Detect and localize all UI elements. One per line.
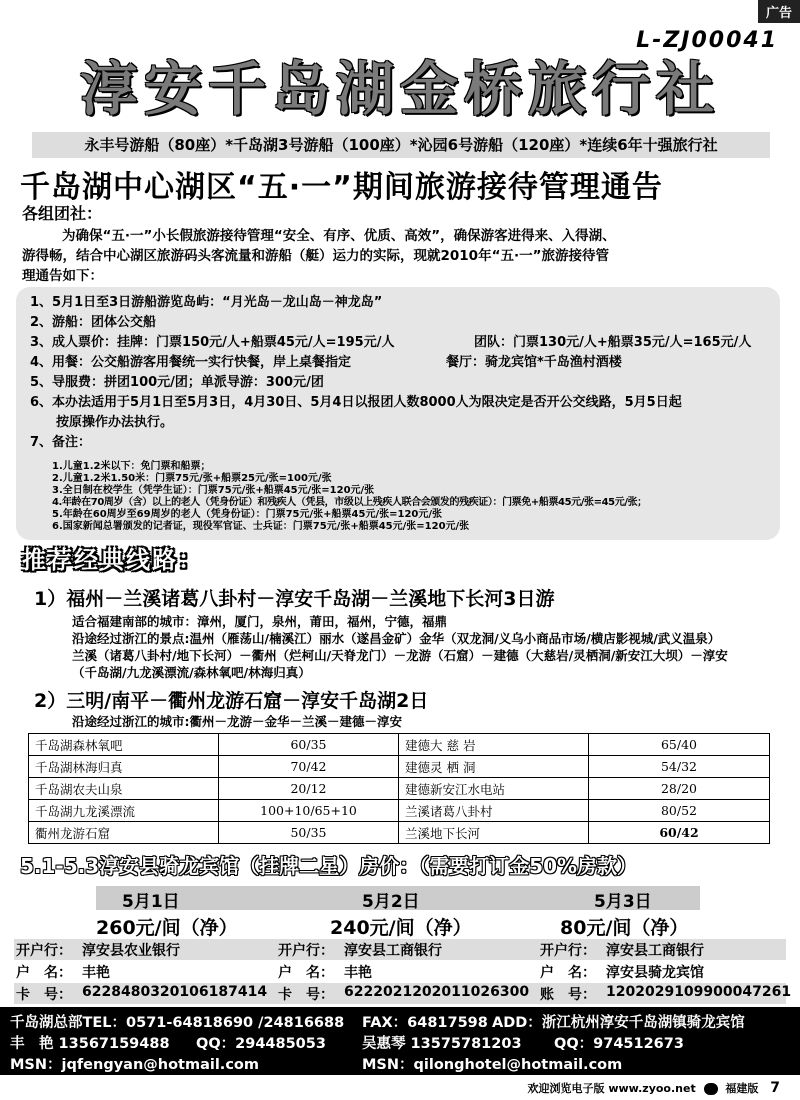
acct-3-number: 1202029109900047261 (606, 984, 792, 1000)
table-cell: 千岛湖九龙溪漂流 (29, 800, 219, 822)
table-row (29, 778, 770, 800)
table-cell: 50/35 (219, 822, 399, 844)
rule-2: 2、游船：团体公交船 (30, 315, 157, 330)
acct-1-label: 卡 号： (16, 987, 72, 1003)
note-6: 6.国家新闻总署颁发的记者证，现役军官证、士兵证：门票75元/张+船票45元/张=120元/张 (52, 521, 470, 532)
date-2: 5月2日 (362, 892, 420, 912)
table-row (29, 734, 770, 756)
table-cell: 衢州龙游石窟 (29, 822, 219, 844)
rate-1: 260元/间（净） (96, 917, 238, 939)
route-1-cities: 适合福建南部的城市：漳州，厦门，泉州，莆田，福州，宁德，福鼎 (72, 614, 448, 629)
rule-4a: 4、用餐：公交船游客用餐统一实行快餐，岸上桌餐指定 (30, 355, 352, 370)
rule-7: 7、备注： (30, 435, 92, 450)
table-cell: 千岛湖森林氧吧 (29, 734, 219, 756)
acct-2-label: 卡 号： (278, 987, 334, 1003)
table-cell: 80/52 (589, 800, 770, 822)
intro-line-1: 为确保“五·一”小长假旅游接待管理“安全、有序、优质、高效”，确保游客进得来、入得湖、 (62, 228, 616, 244)
ad-tag: 广告 (758, 0, 800, 23)
table-cell: 兰溪地下长河 (399, 822, 589, 844)
route-2-cities: 沿途经过浙江的城市:衢州－龙游－金华－兰溪－建德－淳安 (72, 714, 402, 729)
table-row (29, 800, 770, 822)
rule-6b: 按原操作办法执行。 (56, 415, 174, 430)
table-cell: 54/32 (589, 756, 770, 778)
table-cell: 千岛湖农夫山泉 (29, 778, 219, 800)
note-5: 5.年龄在60周岁至69周岁的老人（凭身份证）：门票75元/张+船票45元/张=120元/张 (52, 509, 443, 520)
table-cell: 千岛湖林海归真 (29, 756, 219, 778)
date-1: 5月1日 (122, 892, 180, 912)
contact-1-phone: 丰 艳 13567159488 (10, 1036, 170, 1052)
table-cell: 兰溪诸葛八卦村 (399, 800, 589, 822)
route-1-spots-3: （千岛湖/九龙溪漂流/森林氧吧/林海归真） (72, 665, 311, 680)
table-cell: 建德大 慈 岩 (399, 734, 589, 756)
bottom-edition: 福建版 (725, 1082, 759, 1095)
edition-icon (704, 1083, 718, 1095)
rule-4b: 餐厅：骑龙宾馆*千岛渔村酒楼 (446, 355, 622, 370)
price-table (28, 733, 770, 844)
fax: FAX：64817598 (362, 1015, 488, 1031)
acct-3-label: 账 号： (540, 987, 596, 1003)
rule-1: 1、5月1日至3日游船游览岛屿：“月光岛－龙山岛－神龙岛” (30, 295, 383, 310)
holder-3-label: 户 名： (540, 965, 596, 981)
contact-2-qq: QQ：974512673 (554, 1036, 684, 1052)
table-cell: 建德新安江水电站 (399, 778, 589, 800)
table-row (29, 756, 770, 778)
route-2-title: 2）三明/南平－衢州龙游石窟－淳安千岛湖2日 (34, 690, 429, 712)
address: ADD：浙江杭州淳安千岛湖镇骑龙宾馆 (492, 1015, 745, 1031)
table-cell: 65/40 (589, 734, 770, 756)
bank-2-label: 开户行： (278, 943, 334, 959)
contact-1-qq: QQ：294485053 (196, 1036, 326, 1052)
table-cell: 60/35 (219, 734, 399, 756)
table-row (29, 822, 770, 844)
bank-3-label: 开户行： (540, 943, 596, 959)
license-code: L-ZJ00041 (636, 28, 778, 53)
page-number: 7 (770, 1080, 780, 1096)
holder-1-name: 丰艳 (82, 965, 110, 981)
route-1-spots-1: 沿途经过浙江的景点:温州（雁荡山/楠溪江）丽水（遂昌金矿）金华（双龙洞/义乌小商品市场/横店影视城/武义温泉） (72, 631, 721, 646)
bank-2-name: 淳安县工商银行 (344, 943, 442, 959)
msn-2: MSN：qilonghotel@hotmail.com (362, 1057, 623, 1073)
note-3: 3.全日制在校学生（凭学生证）：门票75元/张+船票45元/张=120元/张 (52, 485, 375, 496)
bank-1-label: 开户行： (16, 943, 72, 959)
rule-5: 5、导服费：拼团100元/团；单派导游：300元/团 (30, 375, 324, 390)
acct-2-number: 6222021202011026300 (344, 984, 530, 1000)
contact-2-phone: 吴惠琴 13575781203 (362, 1036, 522, 1052)
table-cell: 100+10/65+10 (219, 800, 399, 822)
notice-title: 千岛湖中心湖区“五·一”期间旅游接待管理通告 (20, 170, 663, 205)
ships-banner: 永丰号游船（80座）*千岛湖3号游船（100座）*沁园6号游船（120座）*连续6年十强旅行社 (32, 132, 770, 158)
bottom-website: 欢迎浏览电子版 www.zyoo.net (527, 1082, 696, 1095)
table-cell: 60/42 (589, 822, 770, 844)
hotel-title: 5.1-5.3淳安县骑龙宾馆（挂牌二星）房价：（需要打订金50%房款） (20, 854, 638, 878)
intro-line-2: 游得畅，结合中心湖区旅游码头客流量和游船（艇）运力的实际，现就2010年“五·一”旅游接待管 (22, 248, 609, 264)
rate-2: 240元/间（净） (330, 917, 472, 939)
recommend-title: 推荐经典线路： (22, 546, 204, 574)
agency-title: 淳安千岛湖金桥旅行社 (79, 55, 720, 123)
table-cell: 20/12 (219, 778, 399, 800)
bank-1-name: 淳安县农业银行 (82, 943, 180, 959)
msn-1: MSN：jqfengyan@hotmail.com (10, 1057, 259, 1073)
route-1-spots-2: 兰溪（诸葛八卦村/地下长河）－衢州（烂柯山/天脊龙门）－龙游（石窟）－建德（大慈岩/灵栖洞/新安江大坝）－淳安 (72, 648, 728, 663)
intro-line-3: 理通告如下： (22, 268, 103, 284)
greeting: 各组团社： (22, 204, 103, 223)
rule-3a: 3、成人票价：挂牌：门票150元/人+船票45元/人=195元/人 (30, 335, 395, 350)
holder-2-label: 户 名： (278, 965, 334, 981)
table-cell: 70/42 (219, 756, 399, 778)
rule-6a: 6、本办法适用于5月1日至5月3日，4月30日、5月4日以报团人数8000人为限决定是否开公交线路，5月5日起 (30, 395, 682, 410)
bank-3-name: 淳安县工商银行 (606, 943, 704, 959)
note-2: 2.儿童1.2米1.50米：门票75元/张+船票25元/张=100元/张 (52, 473, 332, 484)
table-cell: 28/20 (589, 778, 770, 800)
hq-phone: 千岛湖总部TEL：0571-64818690 /24816688 (10, 1015, 345, 1031)
rule-3b: 团队：门票130元/人+船票35元/人=165元/人 (474, 335, 752, 350)
note-1: 1.儿童1.2米以下：免门票和船票； (52, 461, 211, 472)
acct-1-number: 6228480320106187414 (82, 984, 268, 1000)
note-4: 4.年龄在70周岁（含）以上的老人（凭身份证）和残疾人（凭县，市级以上残疾人联合会颁发的残疾证）：门票免+船票45元/张=45元/张； (52, 497, 647, 508)
table-cell: 建德灵 栖 洞 (399, 756, 589, 778)
contact-footer (0, 1007, 800, 1075)
holder-2-name: 丰艳 (344, 965, 372, 981)
holder-1-label: 户 名： (16, 965, 72, 981)
route-1-title: 1）福州－兰溪诸葛八卦村－淳安千岛湖－兰溪地下长河3日游 (34, 588, 555, 610)
bottom-line (528, 1080, 781, 1096)
rate-3: 80元/间（净） (560, 917, 689, 939)
date-3: 5月3日 (594, 892, 652, 912)
holder-3-name: 淳安县骑龙宾馆 (606, 965, 704, 981)
